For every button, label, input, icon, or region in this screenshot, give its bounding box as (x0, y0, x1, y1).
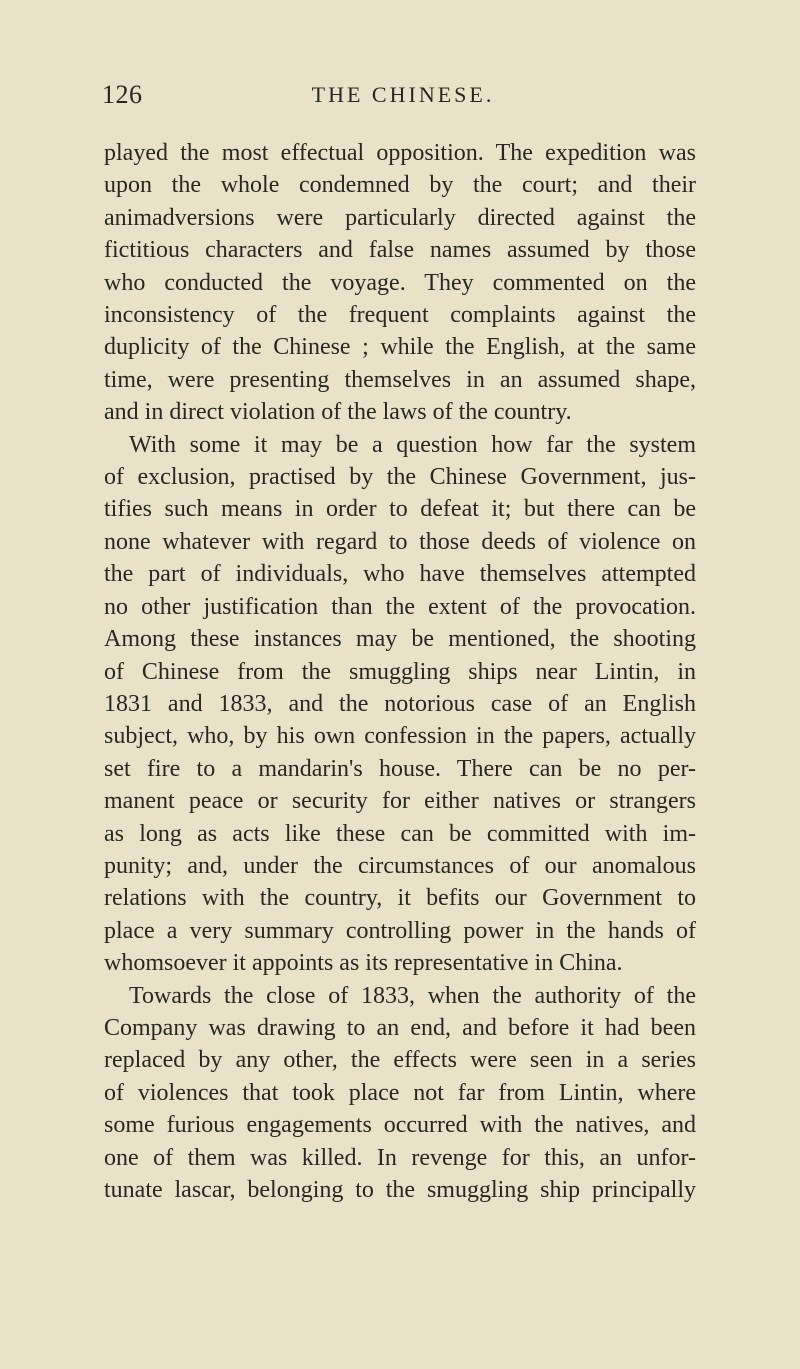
text-line: Among these instances may be mentioned, the shooting (104, 626, 696, 653)
text-line: With some it may be a question how far the system (129, 431, 696, 458)
text-line: place a very summary controlling power in the hands of (104, 917, 696, 944)
text-line: duplicity of the Chinese ; while the English, at the same (104, 334, 696, 361)
text-line: of exclusion, practised by the Chinese Government, jus- (104, 464, 696, 491)
text-line: as long as acts like these can be committed with im- (104, 820, 696, 847)
text-line: Company was drawing to an end, and before it had been (104, 1014, 696, 1041)
text-line: manent peace or security for either natives or strangers (104, 788, 696, 815)
page-number: 126 (102, 80, 143, 109)
text-line: relations with the country, it befits our Government to (104, 885, 696, 912)
text-line: no other justification than the extent of the provocation. (104, 593, 696, 620)
text-line: Towards the close of 1833, when the authority of the (129, 982, 696, 1009)
text-line: the part of individuals, who have themselves attempted (104, 561, 696, 588)
text-line: fictitious characters and false names assumed by those (104, 237, 696, 264)
text-line: subject, who, by his own confession in the papers, actually (104, 723, 696, 750)
text-line: tunate lascar, belonging to the smuggling ship principally (104, 1177, 696, 1203)
text-line: played the most effectual opposition. The expedition was (104, 140, 696, 166)
text-line: set fire to a mandarin's house. There can be no per- (104, 755, 696, 782)
page-header (102, 80, 704, 116)
text-line: and in direct violation of the laws of the country. (104, 399, 572, 426)
text-line: some furious engagements occurred with the natives, and (104, 1112, 696, 1139)
body-text (104, 137, 696, 1206)
text-line: of violences that took place not far from Lintin, where (104, 1079, 696, 1106)
text-line: animadversions were particularly directed against the (104, 204, 696, 231)
running-title: THE CHINESE. (311, 82, 495, 107)
text-line: one of them was killed. In revenge for this, an unfor- (104, 1144, 696, 1171)
text-line: upon the whole condemned by the court; and their (104, 172, 696, 199)
text-line: none whatever with regard to those deeds of violence on (104, 528, 696, 555)
text-line: who conducted the voyage. They commented on the (104, 269, 696, 296)
text-line: replaced by any other, the effects were seen in a series (104, 1047, 696, 1074)
text-line: time, were presenting themselves in an assumed shape, (104, 366, 696, 393)
text-line: 1831 and 1833, and the notorious case of an English (104, 690, 696, 717)
text-line: inconsistency of the frequent complaints against the (104, 302, 696, 329)
text-line: whomsoever it appoints as its representative in China. (104, 950, 623, 977)
text-line: punity; and, under the circumstances of our anomalous (104, 852, 696, 879)
text-line: tifies such means in order to defeat it; but there can be (104, 496, 696, 523)
text-line: of Chinese from the smuggling ships near Lintin, in (104, 658, 696, 685)
